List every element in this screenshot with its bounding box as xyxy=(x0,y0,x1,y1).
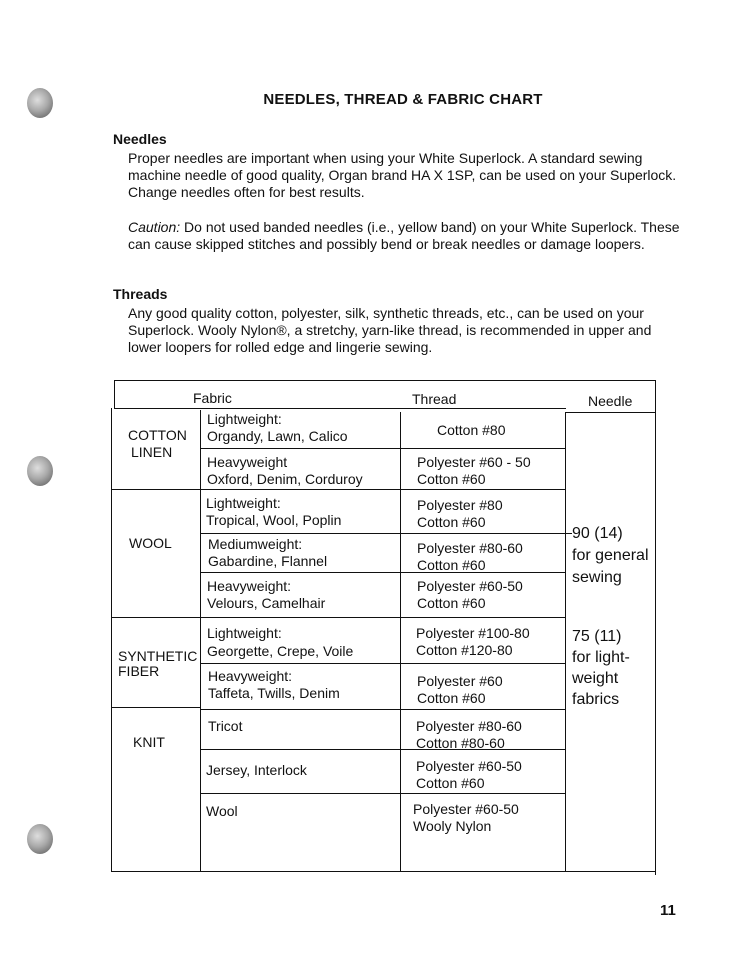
row-3-fabric-types: Tropical, Wool, Poplin xyxy=(206,512,342,528)
row-5-thread-1: Polyester #60-50 xyxy=(417,578,523,594)
row-7-thread-1: Polyester #60 xyxy=(417,673,503,689)
group-wool: WOOL xyxy=(129,535,172,551)
row-7-thread-2: Cotton #60 xyxy=(417,690,486,706)
group-divider-3 xyxy=(111,707,201,708)
needle-light-line4: fabrics xyxy=(572,691,620,708)
row-8-thread-2: Cotton #80-60 xyxy=(416,735,505,751)
table-border-bottom xyxy=(111,871,656,872)
row-divider-9 xyxy=(200,793,566,794)
row-4-fabric-weight: Mediumweight: xyxy=(208,536,303,552)
needle-light-line2: for light- xyxy=(572,649,630,666)
header-thread: Thread xyxy=(412,391,457,407)
header-fabric: Fabric xyxy=(193,390,232,406)
caution-paragraph xyxy=(128,219,688,253)
group-divider-1 xyxy=(111,489,201,490)
binder-hole-bottom xyxy=(27,824,53,854)
group-divider-2 xyxy=(111,617,201,618)
thread-col-line xyxy=(400,412,401,872)
row-1-thread-1: Cotton #80 xyxy=(437,422,506,438)
row-divider-5 xyxy=(200,617,566,618)
group-synthetic-line2: FIBER xyxy=(118,663,160,679)
row-9-fabric-types: Jersey, Interlock xyxy=(206,762,307,778)
row-divider-3 xyxy=(200,533,566,534)
row-divider-7 xyxy=(200,709,566,710)
header-needle: Needle xyxy=(588,393,633,409)
row-8-fabric-types: Tricot xyxy=(208,718,243,734)
row-6-thread-2: Cotton #120-80 xyxy=(416,642,513,658)
needle-general-line3: sewing xyxy=(572,569,622,586)
row-10-fabric-types: Wool xyxy=(206,803,238,819)
row-9-thread-1: Polyester #60-50 xyxy=(416,758,522,774)
row-7-fabric-weight: Heavyweight: xyxy=(208,668,293,684)
row-5-thread-2: Cotton #60 xyxy=(417,595,486,611)
row-3-thread-2: Cotton #60 xyxy=(417,514,486,530)
group-synthetic-line1: SYNTHETIC xyxy=(118,648,198,664)
needles-paragraph: Proper needles are important when using your White Superlock. A standard sewing machine needle of good quality, Organ brand HA X 1SP, can be used on your Superlock. Change needles often for best results. xyxy=(128,150,677,200)
row-4-fabric-types: Gabardine, Flannel xyxy=(208,553,328,569)
row-9-thread-2: Cotton #60 xyxy=(416,775,485,791)
row-5-fabric-weight: Heavyweight: xyxy=(207,578,292,594)
table-border-left xyxy=(114,380,115,409)
row-2-thread-1: Polyester #60 - 50 xyxy=(417,454,531,470)
needle-light-line3: weight xyxy=(572,670,619,687)
table-border-top xyxy=(114,380,656,381)
row-divider-6 xyxy=(200,663,566,664)
row-7-fabric-types: Taffeta, Twills, Denim xyxy=(208,685,340,701)
table-border-left-lower xyxy=(111,408,112,872)
header-divider xyxy=(114,408,566,409)
row-5-fabric-types: Velours, Camelhair xyxy=(207,595,326,611)
row-divider-4 xyxy=(200,572,566,573)
row-8-thread-1: Polyester #80-60 xyxy=(416,718,522,734)
fabric-subcol-line xyxy=(200,410,201,871)
row-4-thread-1: Polyester #80-60 xyxy=(417,540,523,556)
row-4-thread-2: Cotton #60 xyxy=(417,557,486,573)
group-knit: KNIT xyxy=(133,734,165,750)
row-2-thread-2: Cotton #60 xyxy=(417,471,486,487)
header-divider-needle xyxy=(566,412,655,413)
table-border-right xyxy=(655,380,656,875)
group-cotton-line1: COTTON xyxy=(128,427,187,443)
row-6-thread-1: Polyester #100-80 xyxy=(416,625,530,641)
caution-label: Caution: xyxy=(128,219,181,235)
row-1-fabric-types: Organdy, Lawn, Calico xyxy=(207,428,348,444)
row-3-thread-1: Polyester #80 xyxy=(417,497,503,513)
group-cotton-line2: LINEN xyxy=(131,444,173,460)
row-10-thread-2: Wooly Nylon xyxy=(413,818,492,834)
row-2-fabric-weight: Heavyweight xyxy=(207,454,288,470)
needles-heading: Needles xyxy=(113,131,167,147)
page-number: 11 xyxy=(660,902,676,919)
row-10-thread-1: Polyester #60-50 xyxy=(413,801,519,817)
threads-heading: Threads xyxy=(113,286,168,302)
row-1-fabric-weight: Lightweight: xyxy=(207,411,282,427)
row-3-fabric-weight: Lightweight: xyxy=(206,495,281,511)
needle-light-line1: 75 (11) xyxy=(572,628,622,645)
threads-paragraph: Any good quality cotton, polyester, silk, synthetic threads, etc., can be used on your Superlock. Wooly Nylon®, a stretchy, yarn-like thread, is recommended in upper and lower loopers for rolled edge and lingerie sewing. xyxy=(128,305,652,355)
needle-general-line1: 90 (14) xyxy=(572,525,623,542)
binder-hole-middle xyxy=(27,456,53,486)
row-divider-1 xyxy=(200,448,566,449)
row-6-fabric-weight: Lightweight: xyxy=(207,625,282,641)
page-title: NEEDLES, THREAD & FABRIC CHART xyxy=(263,91,543,108)
caution-text: Do not used banded needles (i.e., yellow band) on your White Superlock. These can cause skipped stitches and possibly bend or break needles or damage loopers. xyxy=(128,219,680,252)
row-6-fabric-types: Georgette, Crepe, Voile xyxy=(207,643,354,659)
row-2-fabric-types: Oxford, Denim, Corduroy xyxy=(207,471,363,487)
needle-general-line2: for general xyxy=(572,547,649,564)
row-divider-8 xyxy=(200,749,566,750)
needle-col-line xyxy=(565,412,566,872)
row-divider-2 xyxy=(200,489,566,490)
